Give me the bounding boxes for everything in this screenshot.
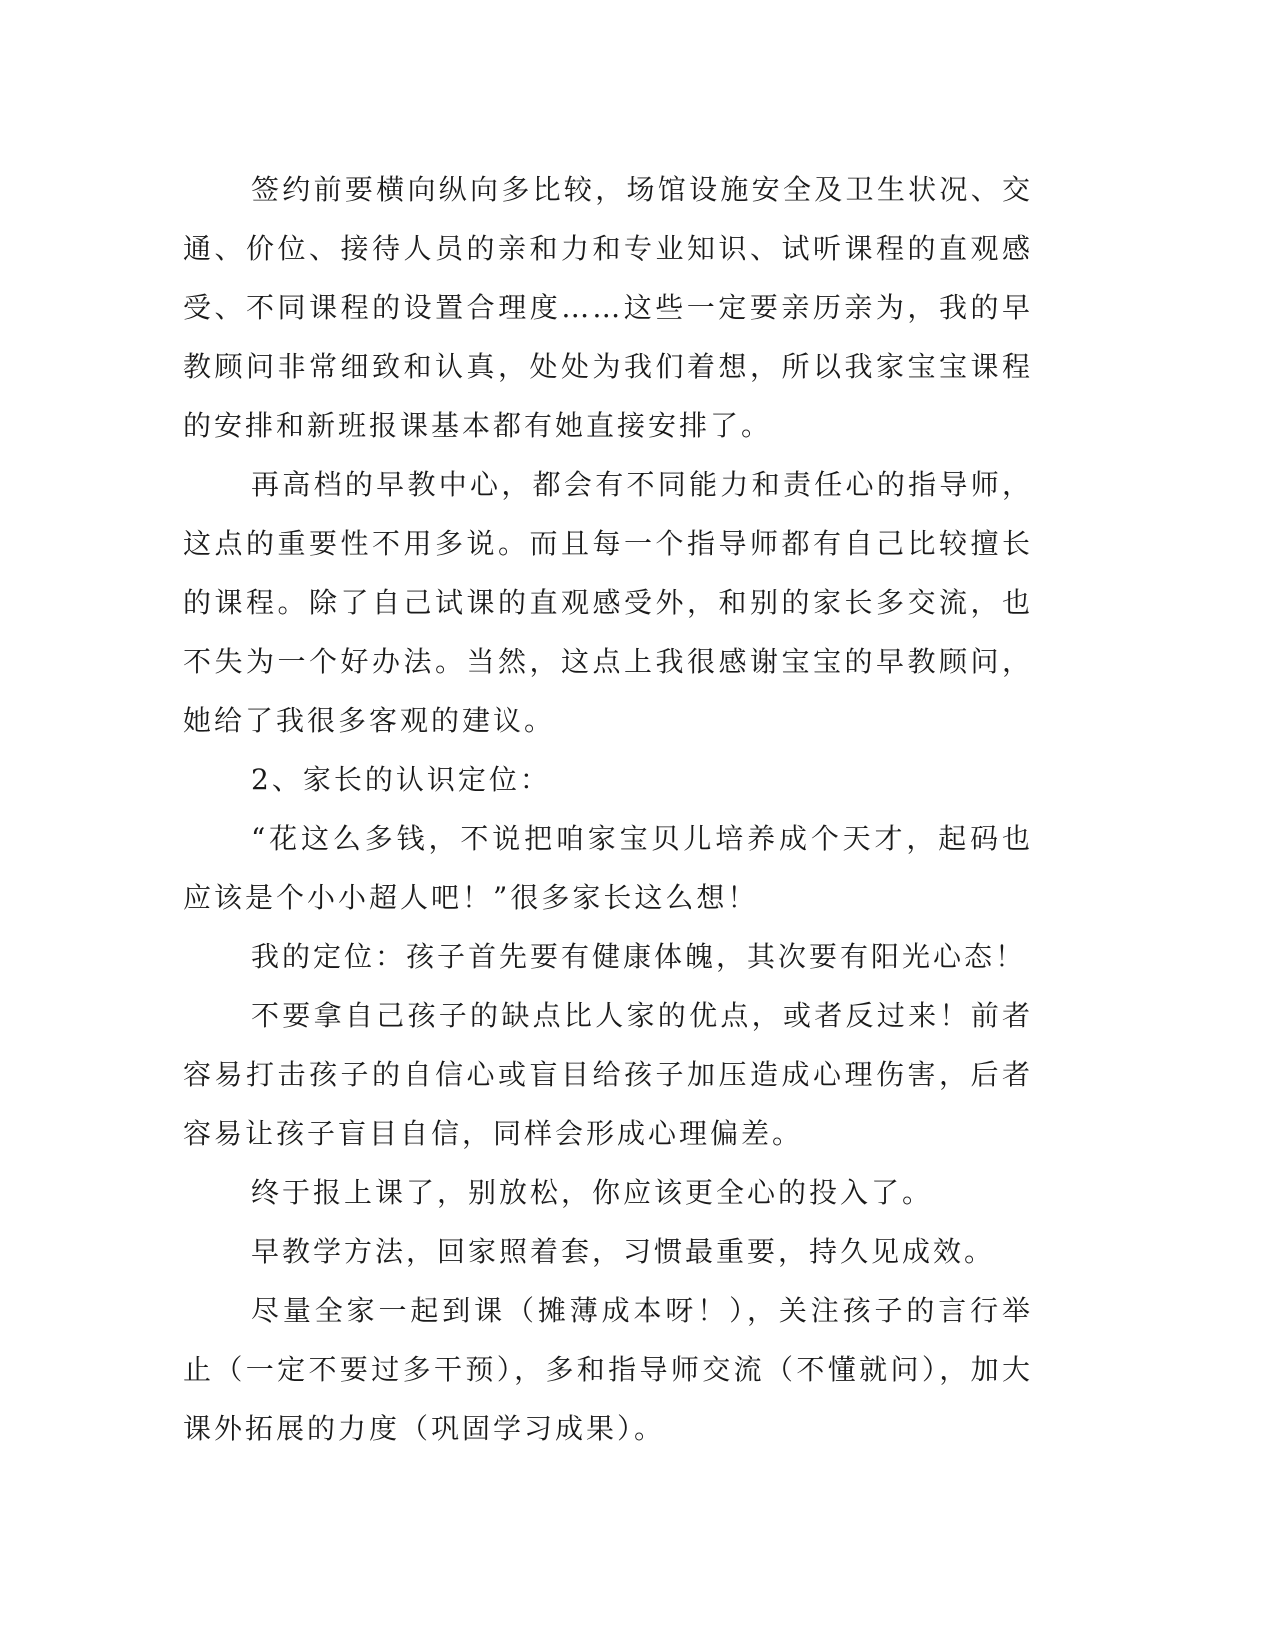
paragraph-venue-comparison: 签约前要横向纵向多比较，场馆设施安全及卫生状况、交通、价位、接待人员的亲和力和专业知识、试听课程的直观感受、不同课程的设置合理度……这些一定要亲历亲为，我的早教顾问非常细致和认真，处处为我们着想，所以我家宝宝课程的安排和新班报课基本都有她直接安排了。 <box>183 173 1033 442</box>
document-body <box>183 160 1033 1458</box>
paragraph-keep-engaged: 终于报上课了，别放松，你应该更全心的投入了。 <box>251 1176 934 1209</box>
paragraph-no-comparison: 不要拿自己孩子的缺点比人家的优点，或者反过来！前者容易打击孩子的自信心或盲目给孩子加压造成心理伤害，后者容易让孩子盲目自信，同样会形成心理偏差。 <box>183 999 1033 1150</box>
paragraph-my-positioning: 我的定位：孩子首先要有健康体魄，其次要有阳光心态！ <box>251 940 1027 973</box>
paragraph-instructor-quality: 再高档的早教中心，都会有不同能力和责任心的指导师，这点的重要性不用多说。而且每一个指导师都有自己比较擅长的课程。除了自己试课的直观感受外，和别的家长多交流，也不失为一个好办法。当然，这点上我很感谢宝宝的早教顾问，她给了我很多客观的建议。 <box>183 468 1033 737</box>
paragraph-family-attendance: 尽量全家一起到课（摊薄成本呀！），关注孩子的言行举止（一定不要过多干预），多和指导师交流（不懂就问），加大课外拓展的力度（巩固学习成果）。 <box>183 1294 1033 1445</box>
paragraph-parent-expectation-quote: “花这么多钱，不说把咱家宝贝儿培养成个天才，起码也应该是个小小超人吧！”很多家长这么想！ <box>183 822 1033 914</box>
section-heading-parent-positioning: 2、家长的认识定位： <box>251 763 551 796</box>
paragraph-home-practice: 早教学方法，回家照着套，习惯最重要，持久见成效。 <box>251 1235 996 1268</box>
